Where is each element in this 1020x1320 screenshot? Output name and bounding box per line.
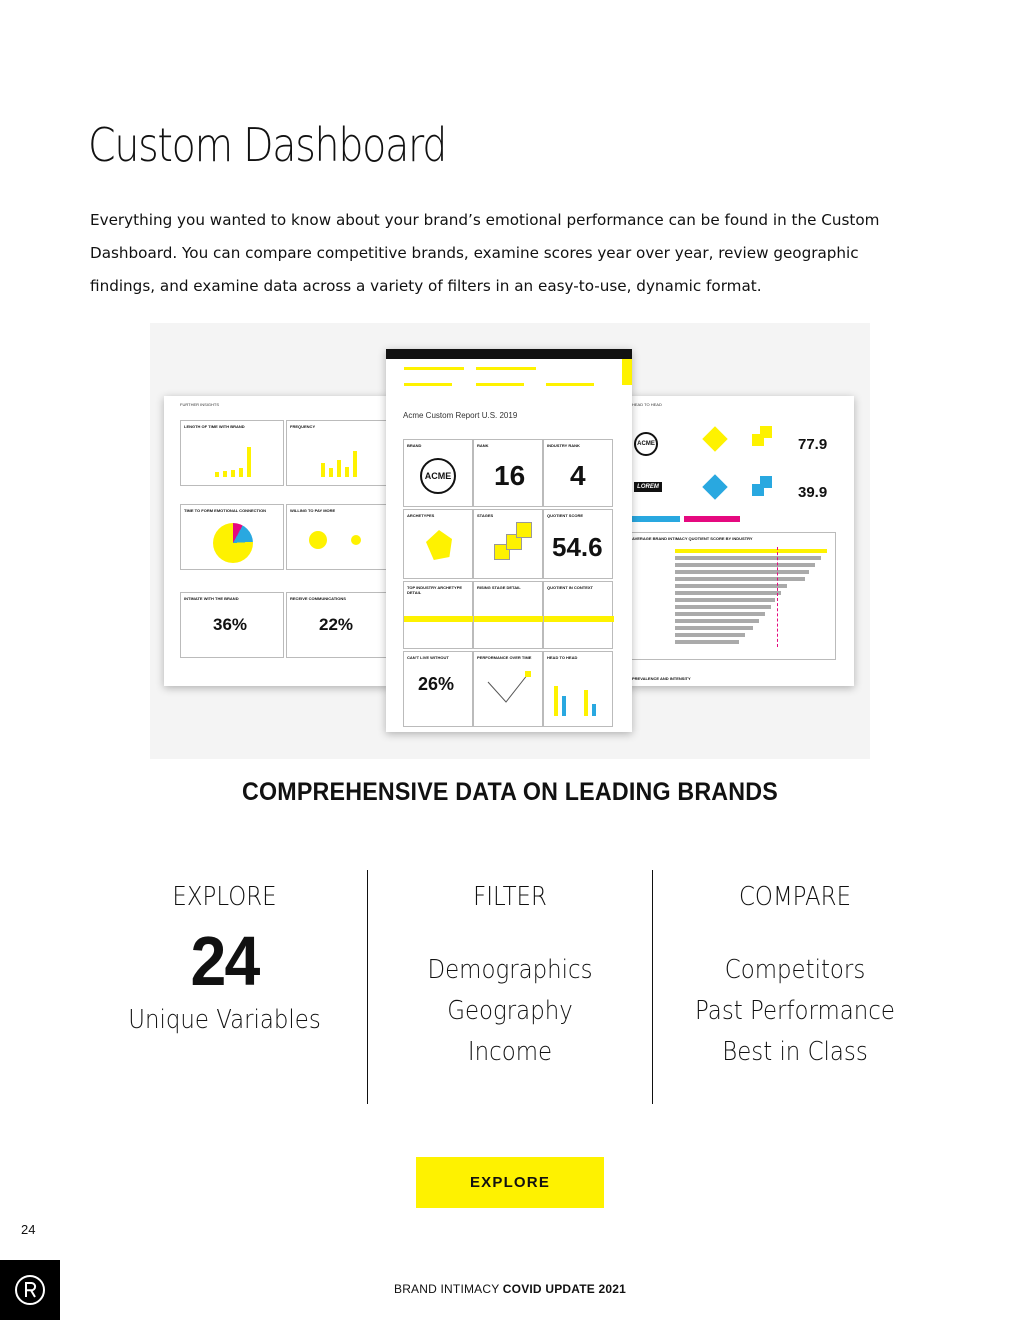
compare-list	[653, 950, 937, 1073]
brand2-logo: LOREM	[634, 482, 662, 492]
dashboard-navbar	[386, 349, 632, 359]
quotient-tile: QUOTIENT SCORE 54.6	[543, 509, 613, 579]
intimate-value: 36%	[213, 615, 248, 634]
cant-live-tile: CAN'T LIVE WITHOUT 26%	[403, 651, 473, 727]
filter-column	[367, 870, 652, 1104]
brand-tile: BRAND ACME	[403, 439, 473, 507]
further-insights-header: FURTHER INSIGHTS	[180, 402, 220, 407]
industry-rank-value: 4	[570, 460, 586, 491]
menu-tab	[622, 359, 632, 385]
stages-tile: STAGES	[473, 509, 543, 579]
acme-logo: ACME	[420, 458, 456, 494]
head-to-head-panel: HEAD TO HEAD ACME 77.9 LOREM 39.9 AVERAGE BRAND INTIMACY QUOTIENT SCORE BY INDUSTRY PREVALENCE AND INTENSITY	[628, 396, 854, 686]
compare-column	[652, 870, 937, 1104]
archetype-shape-2	[702, 474, 727, 499]
report-title: Acme Custom Report U.S. 2019	[403, 411, 518, 420]
performance-tile: PERFORMANCE OVER TIME	[473, 651, 543, 727]
quotient-context-tile: QUOTIENT IN CONTEXT	[543, 581, 613, 649]
cant-live-value: 26%	[418, 674, 455, 694]
filter-item: Income	[467, 1037, 553, 1067]
performance-line	[484, 668, 534, 708]
time-to-form-tile: TIME TO FORM EMOTIONAL CONNECTION	[180, 504, 284, 570]
rank-tile: RANK 16	[473, 439, 543, 507]
explore-heading: EXPLORE	[172, 882, 277, 912]
custom-report-panel	[386, 349, 632, 732]
rising-stage-tile: RISING STAGE DETAIL	[473, 581, 543, 649]
receive-value: 22%	[319, 615, 354, 634]
archetypes-tile: ARCHETYPES	[403, 509, 473, 579]
receive-tile: RECEIVE COMMUNICATIONS 22%	[286, 592, 390, 658]
variables-label: Unique Variables	[128, 1005, 321, 1035]
intro-paragraph: Everything you wanted to know about your brand’s emotional performance can be found in the Custom Dashboard. You can compare competitive brands, examine scores year over year, review geographic findings, and examine data across a variety of filters in an easy-to-use, dynamic format.	[90, 211, 880, 295]
filter-item: Demographics	[427, 955, 593, 985]
quotient-value: 54.6	[552, 532, 603, 562]
compare-heading: COMPARE	[738, 882, 852, 912]
page-title: Custom Dashboard	[88, 118, 447, 172]
rank-value: 16	[494, 460, 526, 491]
frequency-tile: FREQUENCY	[286, 420, 390, 486]
avg-industry-chart: AVERAGE BRAND INTIMACY QUOTIENT SCORE BY INDUSTRY	[628, 532, 836, 660]
filter-heading: FILTER	[473, 882, 547, 912]
head-to-head-tile: HEAD TO HEAD	[543, 651, 613, 727]
length-tile: LENGTH OF TIME WITH BRAND	[180, 420, 284, 486]
filter-list	[368, 950, 652, 1073]
page-number: 24	[21, 1222, 36, 1237]
pie-chart	[213, 523, 253, 563]
head-to-head-header: HEAD TO HEAD	[632, 402, 662, 407]
footer	[0, 1282, 1020, 1296]
further-insights-panel	[164, 396, 390, 686]
top-archetype-tile: TOP INDUSTRY ARCHETYPE DETAIL	[403, 581, 473, 649]
compare-item: Competitors	[724, 955, 866, 985]
section-heading: COMPREHENSIVE DATA ON LEADING BRANDS	[242, 778, 778, 806]
industry-rank-tile: INDUSTRY RANK 4	[543, 439, 613, 507]
brand2-score: 39.9	[798, 484, 828, 501]
intimate-tile: INTIMATE WITH THE BRAND 36%	[180, 592, 284, 658]
compare-item: Past Performance	[695, 996, 895, 1026]
frequency-bars	[317, 437, 387, 477]
compare-item: Best in Class	[722, 1037, 868, 1067]
filter-item: Geography	[447, 996, 573, 1026]
footer-update: COVID UPDATE 2021	[502, 1282, 627, 1296]
willing-tile: WILLING TO PAY MORE	[286, 504, 390, 570]
brand1-logo: ACME	[634, 432, 658, 456]
archetype-shape	[702, 426, 727, 451]
dashboard-screenshot	[150, 323, 870, 759]
explore-column	[82, 870, 367, 1104]
variables-count: 24	[190, 922, 259, 1000]
explore-button[interactable]: EXPLORE	[416, 1157, 604, 1208]
footer-brand: BRAND INTIMACY	[393, 1282, 500, 1296]
length-bars	[211, 437, 271, 477]
archetype-radar	[426, 530, 452, 560]
brand1-score: 77.9	[798, 436, 828, 453]
